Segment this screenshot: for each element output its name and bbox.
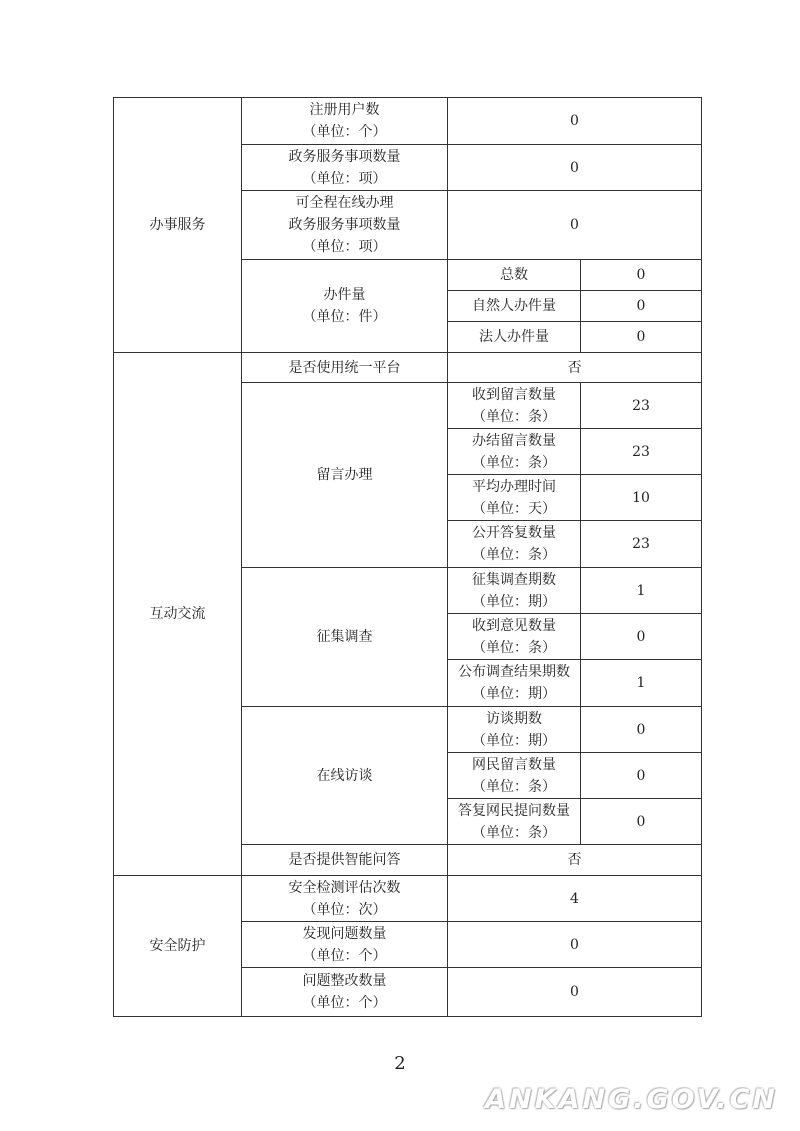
group-label-messages: 留言办理 [242,383,448,568]
sub-label: 总数 [448,260,581,291]
row-label: 政务服务事项数量 （单位：项） [242,145,448,191]
sub-label: 网民留言数量 （单位：条） [448,753,581,799]
value-cell: 0 [448,191,702,260]
value-cell: 0 [448,98,702,145]
sub-label: 办结留言数量 （单位：条） [448,429,581,475]
value-cell: 否 [448,353,702,383]
page-number: 2 [394,1053,406,1074]
value-cell: 0 [448,968,702,1017]
row-label: 发现问题数量 （单位：个） [242,922,448,968]
row-label: 是否提供智能问答 [242,845,448,876]
statistics-table [113,97,702,1017]
value-cell: 否 [448,845,702,876]
value-cell: 0 [581,614,702,660]
sub-label: 答复网民提问数量 （单位：条） [448,799,581,845]
value-cell: 0 [448,145,702,191]
sub-label: 法人办件量 [448,322,581,353]
value-cell: 23 [581,429,702,475]
sub-label: 征集调查期数 （单位：期） [448,568,581,614]
table-row [114,98,702,145]
value-cell: 10 [581,475,702,521]
sub-label: 收到意见数量 （单位：条） [448,614,581,660]
category-service: 办事服务 [114,98,242,353]
value-cell: 23 [581,521,702,568]
category-interaction: 互动交流 [114,353,242,876]
category-security: 安全防护 [114,876,242,1017]
group-label-interview: 在线访谈 [242,707,448,845]
value-cell: 0 [448,922,702,968]
sub-label: 公开答复数量 （单位：条） [448,521,581,568]
value-cell: 0 [581,291,702,322]
value-cell: 0 [581,260,702,291]
sub-label: 平均办理时间 （单位：天） [448,475,581,521]
value-cell: 1 [581,568,702,614]
value-cell: 23 [581,383,702,429]
value-cell: 0 [581,799,702,845]
row-label: 办件量 （单位：件） [242,260,448,353]
group-label-survey: 征集调查 [242,568,448,707]
table-row [114,876,702,922]
row-label: 安全检测评估次数 （单位：次） [242,876,448,922]
value-cell: 4 [448,876,702,922]
table-row [114,353,702,383]
row-label: 可全程在线办理 政务服务事项数量 （单位：项） [242,191,448,260]
sub-label: 自然人办件量 [448,291,581,322]
row-label: 是否使用统一平台 [242,353,448,383]
sub-label: 收到留言数量 （单位：条） [448,383,581,429]
sub-label: 访谈期数 （单位：期） [448,707,581,753]
sub-label: 公布调查结果期数 （单位：期） [448,660,581,707]
row-label: 注册用户数 （单位：个） [242,98,448,145]
value-cell: 1 [581,660,702,707]
value-cell: 0 [581,707,702,753]
value-cell: 0 [581,322,702,353]
watermark-logo: ANKANG.GOV.CN [485,1084,778,1115]
value-cell: 0 [581,753,702,799]
row-label: 问题整改数量 （单位：个） [242,968,448,1017]
